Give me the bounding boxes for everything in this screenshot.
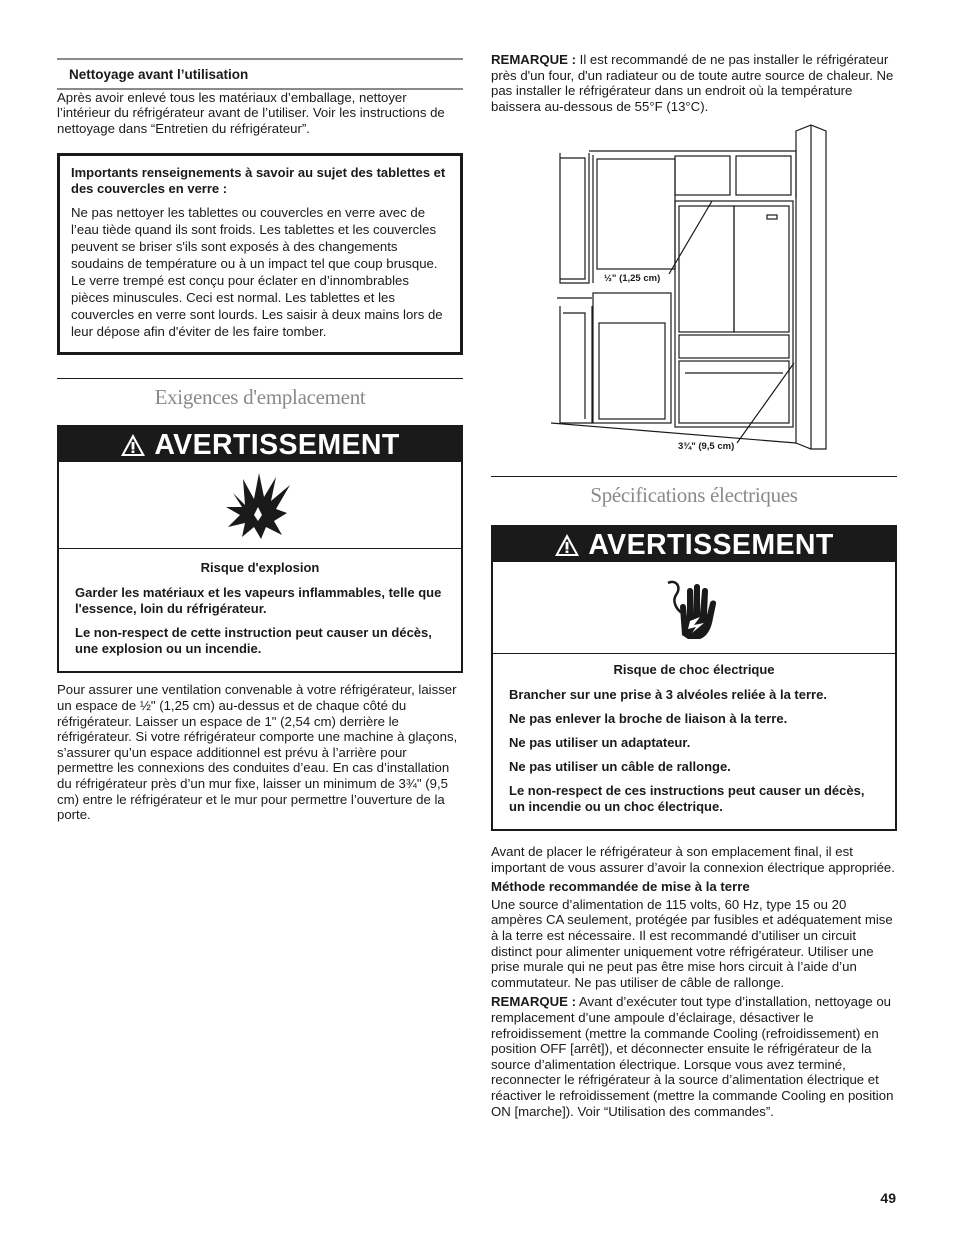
info-box-text: Ne pas nettoyer les tablettes ou couvercles en verre avec de l’eau tiède quand ils sont froids. Les tablettes et les couvercles peuvent se briser s'ils sont exposés à des changements soudains de température ou à un impact tel que coup brusque. Le verre trempé est conçu pour éclater en d’innombrables pièces minuscules. Ceci est normal. Les tablettes et les couvercles en verre sont lourds. Les saisir à deux mains lors de leur dépose afin d'éviter de les faire tomber.	[71, 205, 443, 340]
cleaning-intro: Après avoir enlevé tous les matériaux d’emballage, nettoyer l’intérieur du réfrigérateur avant de l’utiliser. Voir les instructions de nettoyage dans “Entretien du réfrigérateur”.	[57, 89, 445, 136]
warning-header	[493, 527, 895, 562]
grounding-method-heading: Méthode recommandée de mise à la terre	[491, 879, 750, 895]
explosion-icon	[224, 471, 296, 541]
electrical-intro: Avant de placer le réfrigérateur à son emplacement final, il est important de vous assurer d’avoir la connexion électrique appropriée.	[491, 844, 895, 875]
section-divider	[491, 476, 897, 477]
warning-line: Ne pas utiliser un adaptateur.	[509, 735, 691, 750]
cooling-note	[491, 994, 897, 1119]
note-label: REMARQUE :	[491, 994, 576, 1010]
electric-shock-icon	[664, 577, 724, 641]
info-box-title: Importants renseignements à savoir au sujet des tablettes et des couvercles en verre :	[71, 165, 446, 197]
note-text: Avant d’exécuter tout type d’installation, nettoyage ou remplacement d’une ampoule d’éclairage, désactiver le refroidissement (mettre la commande Cooling (refroidissement) en position OFF [arrêt]), et déconnecter ensuite le réfrigérateur de la source d’alimentation électrique. Lorsque vous avez terminé, reconnecter le réfrigérateur à la source d’alimentation électrique et réactiver le refroidissement (mettre la commande Cooling en position ON [marche]). Voir “Utilisation des commandes”.	[491, 994, 894, 1119]
warning-line: Ne pas utiliser un câble de rallonge.	[509, 759, 731, 774]
warning-line: Ne pas enlever la broche de liaison à la terre.	[509, 711, 788, 726]
warning-risk: Risque d'explosion	[200, 560, 320, 576]
section-title-electrical: Spécifications électriques	[590, 483, 798, 507]
warning-risk: Risque de choc électrique	[613, 662, 775, 677]
right-column-top	[491, 52, 897, 114]
heat-source-note	[491, 52, 897, 114]
section-divider	[57, 378, 463, 379]
warning-line: Brancher sur une prise à 3 alvéoles reliée à la terre.	[509, 687, 827, 702]
note-text: Il est recommandé de ne pas installer le réfrigérateur près d'un four, d'un radiateur ou de toute autre source de chaleur. Ne pas installer le réfrigérateur dans un endroit où la température baissera au-dessous de 55°F (13°C).	[491, 52, 894, 114]
page-number: 49	[880, 1190, 896, 1206]
figure-label-side-clearance: 3¾" (9,5 cm)	[678, 441, 735, 452]
fridge-clearance-figure	[491, 123, 897, 458]
glass-shelves-info-box	[57, 153, 463, 355]
fridge-installation-illustration	[491, 123, 897, 458]
warning-line: Le non-respect de ces instructions peut causer un décès, un incendie ou un choc électrique.	[509, 783, 865, 814]
warning-header-text: AVERTISSEMENT	[154, 428, 400, 461]
figure-label-top-clearance: ½" (1,25 cm)	[604, 273, 661, 284]
location-text: Pour assurer une ventilation convenable à votre réfrigérateur, laisser un espace de ½" (1,25 cm) au-dessus et de chaque côté du réfrigérateur. Laisser un espace de 1" (2,54 cm) derrière le réfrigérateur. Si votre réfrigérateur comporte une machine à glaçons, s’assurer qu’un espace additionnel est prévu à l’arrière pour permettre les connexions des conduites d’eau. En cas d’installation du réfrigérateur près d’un mur fixe, laisser un minimum de 3¾" (9,5 cm) entre le réfrigérateur et le mur pour permettre l’ouverture de la porte.	[57, 682, 458, 823]
cleaning-subheading: Nettoyage avant l’utilisation	[57, 58, 463, 90]
warning-body	[493, 654, 895, 829]
section-title-location: Exigences d'emplacement	[154, 385, 366, 410]
explosion-warning-box	[57, 425, 463, 673]
left-column	[57, 58, 463, 823]
warning-triangle-icon	[120, 433, 146, 457]
explosion-icon-area	[59, 462, 461, 549]
electric-icon-area	[493, 562, 895, 654]
warning-body	[59, 549, 461, 671]
electric-warning-box	[491, 525, 897, 831]
warning-header	[59, 427, 461, 462]
grounding-method-text: Une source d’alimentation de 115 volts, 60 Hz, type 15 ou 20 ampères CA seulement, protégée par fusibles et adéquatement mise à la terre est nécessaire. Il est recommandé d’utiliser un circuit distinct pour alimenter uniquement votre réfrigérateur. Utiliser une prise murale qui ne peut pas être mise hors circuit à l’aide d’un commutateur. Ne pas utiliser de câble de rallonge.	[491, 896, 893, 990]
warning-triangle-icon	[554, 533, 580, 557]
warning-header-text: AVERTISSEMENT	[588, 528, 834, 561]
warning-line: Garder les matériaux et les vapeurs inflammables, telle que l'essence, loin du réfrigérateur.	[75, 585, 442, 617]
electrical-section	[491, 476, 897, 1119]
warning-line: Le non-respect de cette instruction peut causer un décès, une explosion ou un incendie.	[75, 625, 432, 657]
note-label: REMARQUE :	[491, 52, 576, 67]
